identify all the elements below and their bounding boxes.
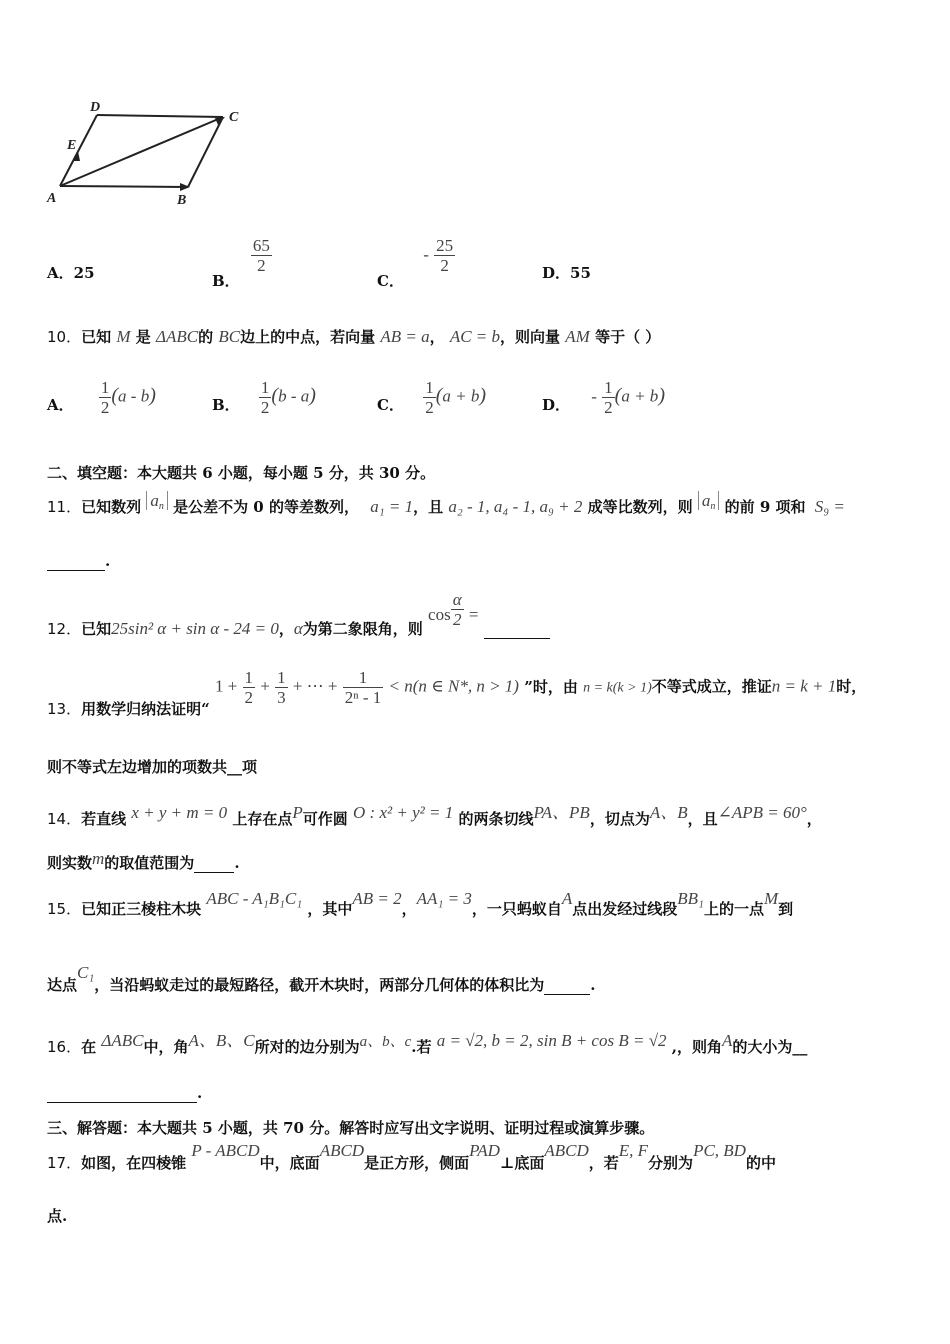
question-11: 11．已知数列 $a_n$ 是公差不为 0 的等差数列， a₁ = 1，且 a₂ - 1, a₄ - 1, a₉ + 2 成等比数列，则 $a_n$ 的前 9 项和 S₉ = — [47, 491, 845, 516]
q15-line-2: 达点C₁，当沿蚂蚁走过的最短路径，截开木块时，两部分几何体的体积比为 . — [47, 963, 596, 994]
label-E: E — [67, 138, 77, 153]
edge-DC — [97, 115, 223, 117]
question-10: 10．已知 M 是 ΔABC的 BC边上的中点，若向量 AB = a， AC = b，则向量 AM 等于（ ） — [47, 327, 661, 346]
edge-AB — [60, 186, 188, 187]
diagonal-AC — [60, 117, 223, 186]
label-B: B — [177, 193, 187, 208]
question-14: 14．若直线 x + y + m = 0 上存在点P可作圆 O : x² + y² = 1 的两条切线PA、PB，切点为A、B，且∠APB = 60°， — [47, 803, 822, 828]
question-15: 15．已知正三棱柱木块 ABC - A₁B₁C₁ ，其中AB = 2，AA₁ = 3，一只蚂蚁自A点出发经过线段BB₁上的一点M到 — [47, 889, 794, 918]
q14-line-2: 则实数m的取值范围为 . — [47, 849, 240, 872]
question-16: 16．在 ΔABC中，角A、B、C所对的边分别为a、b、c.若 a = √2, b = 2, sin B + cos B = √2 ,，则角A的大小为__ — [47, 1031, 808, 1056]
q17-line-2: 点. — [47, 1207, 68, 1225]
label-A: A — [47, 191, 57, 206]
question-12: 12．已知25sin² α + sin α - 24 = 0，α为第二象限角，则 cos $\frac{\alpha}{2}$ = — [47, 590, 550, 629]
edge-BC — [188, 117, 223, 187]
question-13: 13．用数学归纳法证明“ 1 + $\frac{1}{2}$ + $\frac{1}{3}$ + ⋯ + $\frac{1}{\text{2ⁿ - 1}}$ < n(n ∈ N*, n > 1) ”时，由 n = k(k > 1)不等式成立，推证n = k + 1时， — [47, 668, 867, 718]
q9-option-c: C． - $\frac{25}{2}$ — [377, 236, 454, 290]
edge-AD — [60, 115, 97, 186]
q9-option-b: B． $\frac{65}{2}$ — [212, 236, 270, 290]
q16-answer-blank: . — [47, 1084, 202, 1103]
q11-answer-blank: . — [47, 552, 110, 571]
q10-option-a: A． $\frac{1}{2}$ (a - b) — [47, 378, 156, 417]
label-C: C — [229, 110, 239, 125]
parallelogram-figure — [40, 95, 260, 215]
label-D: D — [90, 100, 101, 115]
section-3-heading: 三、解答题：本大题共 5 小题，共 70 分。解答时应写出文字说明、证明过程或演算步骤。 — [47, 1119, 655, 1137]
q13-line-2: 则不等式左边增加的项数共__项 — [47, 758, 258, 776]
question-17: 17．如图，在四棱锥 P - ABCD中，底面ABCD是正方形，侧面PAD⊥底面ABCD，若E, F分别为PC, BD的中 — [47, 1141, 776, 1172]
section-2-heading: 二、填空题：本大题共 6 小题，每小题 5 分，共 30 分。 — [47, 464, 436, 482]
q9-option-d: D．55 — [542, 264, 591, 282]
q9-option-a: A．25 — [47, 264, 95, 282]
q10-option-b: B． $\frac{1}{2}$ (b - a) — [212, 378, 316, 417]
q10-option-c: C． $\frac{1}{2}$ (a + b) — [377, 378, 487, 417]
q10-option-d: D． - $\frac{1}{2}$ (a + b) — [542, 378, 665, 417]
